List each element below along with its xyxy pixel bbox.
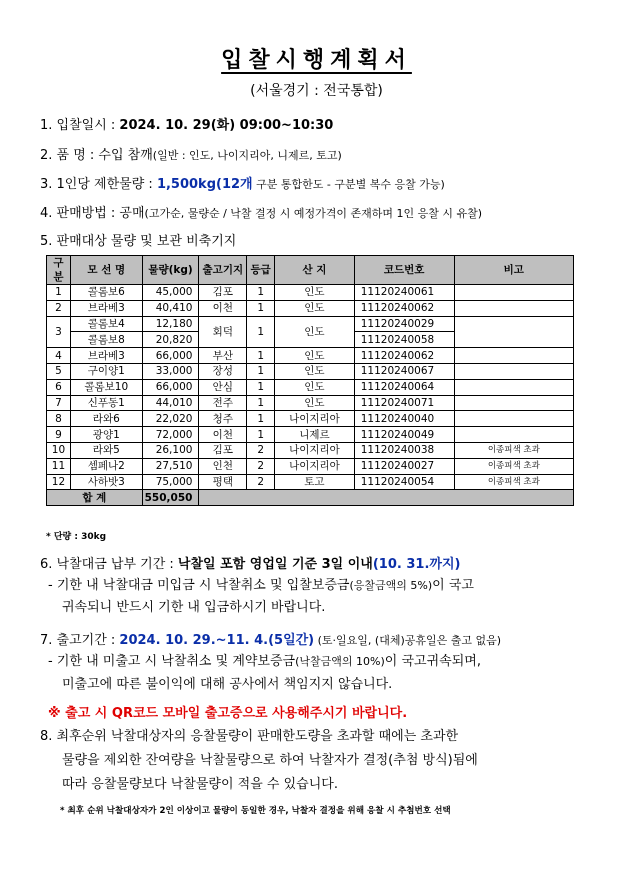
table-row: 5 구이양1 33,000 장성 1 인도 11120240067	[47, 363, 574, 379]
table-row: 7 신푸동1 44,010 전주 1 인도 11120240071	[47, 395, 574, 411]
section-6-detail: - 기한 내 낙찰대금 미입금 시 낙찰취소 및 입찰보증금(응찰금액의 5%)이 국고	[48, 578, 474, 593]
qr-warning: ※ 출고 시 QR코드 모바일 출고증으로 사용해주시기 바랍니다.	[48, 706, 408, 721]
table-row: 3 콜롬보4 12,180 회덕 1 인도 11120240029	[47, 316, 574, 332]
release-period: 2024. 10. 29.~11. 4.(5일간)	[119, 633, 315, 648]
section-1: 1. 입찰일시 : 2024. 10. 29(화) 09:00~10:30	[40, 118, 334, 133]
section-7-detail-2: 미출고에 따른 불이익에 대해 공사에서 책임지지 않습니다.	[62, 677, 393, 692]
page-subtitle: (서울경기 : 전국통합)	[250, 83, 383, 99]
payment-deadline: 낙찰일 포함 영업일 기준 3일 이내	[177, 557, 373, 572]
table-row: 11 셈페나2 27,510 인천 2 나이지리아 11120240027 이종피색 초과	[47, 458, 574, 474]
table-row: 9 광양1 72,000 이천 1 니제르 11120240049	[47, 427, 574, 443]
col-header: 구분	[47, 256, 71, 285]
section-8-line-2: 물량을 제외한 잔여량을 낙찰물량으로 하여 낙찰자가 결정(추첨 방식)됨에	[62, 753, 478, 768]
col-header: 모 선 명	[70, 256, 142, 285]
unit-note: * 단량 : 30kg	[46, 532, 107, 542]
table-total-row	[47, 490, 574, 506]
col-header: 산 지	[275, 256, 355, 285]
total-quantity: 550,050	[142, 490, 199, 506]
section-7-detail: - 기한 내 미출고 시 낙찰취소 및 계약보증금(낙찰금액의 10%)이 국고귀속되며,	[48, 654, 481, 669]
bid-datetime: 2024. 10. 29(화) 09:00~10:30	[119, 118, 334, 133]
col-header: 등급	[247, 256, 275, 285]
table-row: 2 브라베3 40,410 이천 1 인도 11120240062	[47, 300, 574, 316]
total-label: 합 계	[47, 490, 143, 506]
table-row: 10 라와5 26,100 김포 2 나이지리아 11120240038 이종피색 초과	[47, 442, 574, 458]
section-4: 4. 판매방법 : 공매(고가순, 물량순 / 낙찰 결정 시 예정가격이 존재하며 1인 응찰 시 유찰)	[40, 206, 483, 221]
col-header: 출고기지	[199, 256, 247, 285]
section-2: 2. 품 명 : 수입 참깨(일반 : 인도, 나이지리아, 니제르, 토고)	[40, 148, 342, 163]
col-header: 물량(kg)	[142, 256, 199, 285]
section-8-line-1: 8. 최후순위 낙찰대상자의 응찰물량이 판매한도량을 초과할 때에는 초과한	[40, 729, 459, 744]
table-row: 6 콜롬보10 66,000 안심 1 인도 11120240064	[47, 379, 574, 395]
section-5: 5. 판매대상 물량 및 보관 비축기지	[40, 234, 237, 249]
section-6: 6. 낙찰대금 납부 기간 : 낙찰일 포함 영업일 기준 3일 이내(10. 31.까지)	[40, 557, 461, 572]
table-row: 8 라와6 22,020 청주 1 나이지리아 11120240040	[47, 411, 574, 427]
table-row: 1 콜롬보6 45,000 김포 1 인도 11120240061	[47, 285, 574, 301]
section-3: 3. 1인당 제한물량 : 1,500kg(12개 구분 통합한도 - 구분별 복수 응찰 가능)	[40, 177, 445, 192]
section-7: 7. 출고기간 : 2024. 10. 29.~11. 4.(5일간) (토·일요일, (대체)공휴일은 출고 없음)	[40, 633, 502, 648]
section-8-line-3: 따라 응찰물량보다 낙찰물량이 적을 수 있습니다.	[62, 777, 338, 792]
section-6-detail-2: 귀속되니 반드시 기한 내 입금하시기 바랍니다.	[62, 600, 326, 615]
col-header: 코드번호	[354, 256, 454, 285]
table-row: 12 사하밧3 75,000 평택 2 토고 11120240054 이종피색 초과	[47, 474, 574, 490]
footnote: * 최후 순위 낙찰대상자가 2인 이상이고 물량이 동일한 경우, 낙찰자 결정을 위해 응찰 시 추첨번호 선택	[60, 806, 451, 816]
table-header-row	[47, 256, 574, 285]
page-title: 입찰시행계획서	[221, 48, 412, 73]
col-header: 비고	[454, 256, 573, 285]
limit-quantity: 1,500kg(12개	[156, 177, 253, 192]
table-row: 콜롬보8 20,820 11120240058	[47, 332, 574, 348]
table-row: 4 브라베3 66,000 부산 1 인도 11120240062	[47, 348, 574, 364]
items-table	[46, 255, 574, 506]
